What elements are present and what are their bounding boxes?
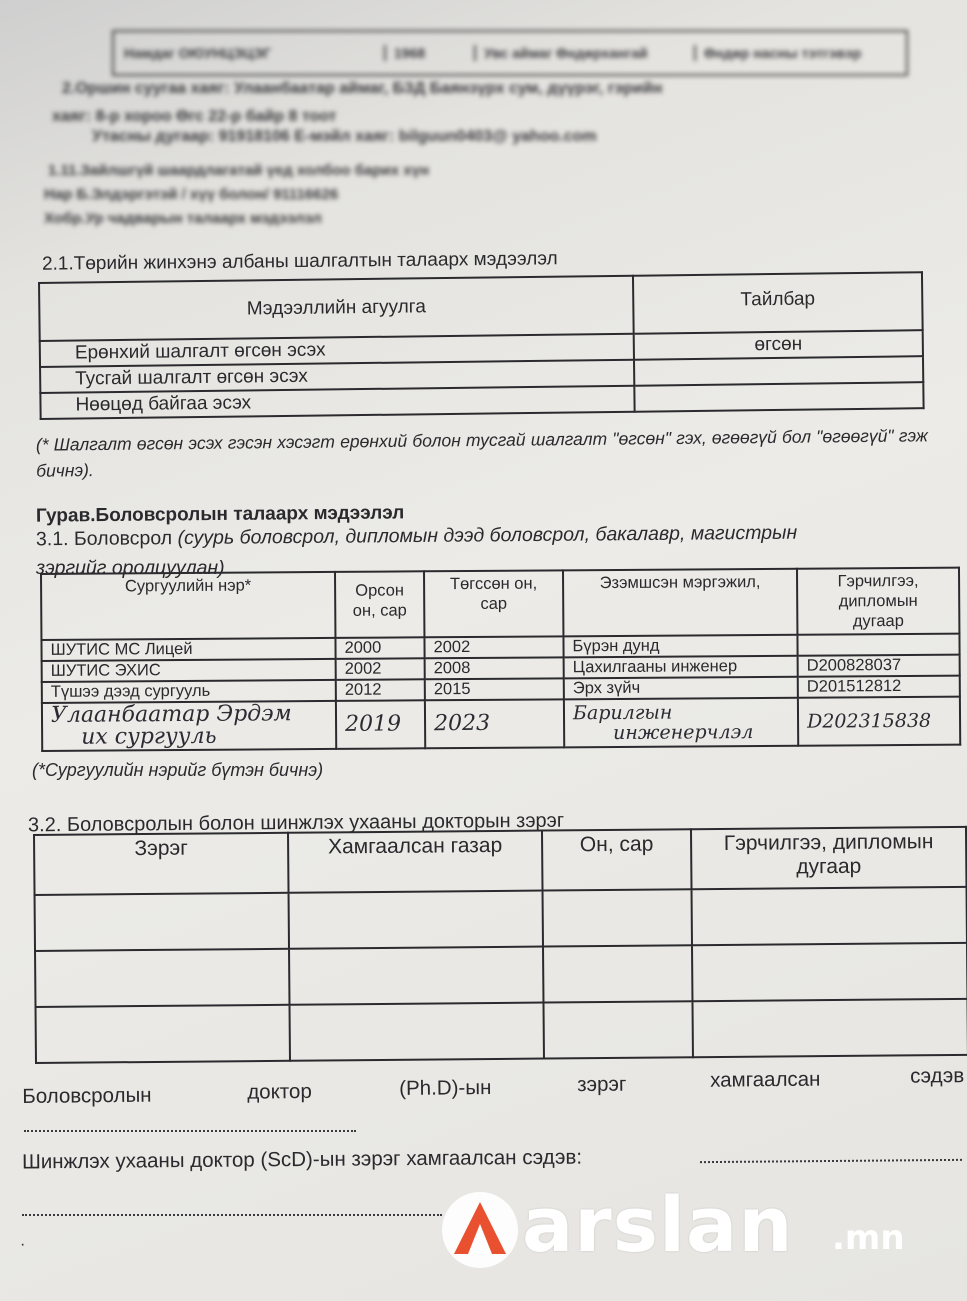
doc-cell (36, 1005, 290, 1063)
section-3-2-title: 3.2. Боловсролын болон шинжлэх ухааны докторын зэрэг (27, 809, 565, 837)
edu-school: ШУТИС МС Лицей (41, 638, 335, 661)
edu-major: Эрх зүйч (564, 677, 798, 700)
redacted-address2: хаяг: 8-р хороо Өгс 22-р байр 8 тоот (52, 108, 337, 125)
edu-school: Түшээ дээд сургууль (42, 680, 336, 703)
doc-cell (35, 893, 289, 951)
exam-row-label: Нөөцөд байгаа эсэх (40, 386, 634, 419)
exam-row-value: өгсөн (634, 330, 923, 360)
phd-word: (Ph.D)-ын (399, 1076, 492, 1100)
exam-info-table (38, 271, 925, 420)
edu-diploma: D201512812 (798, 676, 960, 698)
section-3-title: Гурав.Боловсролын талаарх мэдээлэл (35, 502, 405, 527)
edu-major: Цахилгааны инженер (564, 656, 798, 679)
edu-school: ШУТИС ЭХИС (42, 659, 336, 682)
edu-start: 2002 (336, 658, 425, 680)
edu-end: 2015 (425, 678, 564, 700)
section-3-1-title-cont: зэргийг оролцуулан) (36, 557, 225, 579)
edu-diploma (797, 634, 959, 656)
redacted-phone: Утасны дугаар: 91918106 Е-мэйл хаяг: bilguun0403@ yahoo.com (92, 128, 597, 145)
doc-header-diploma: Гэрчилгээ, дипломын дугаар (691, 827, 967, 889)
doc-cell (289, 947, 543, 1005)
redacted-year: 1968 (384, 45, 474, 61)
redacted-skills: Хобр.Ур чадварын талаарх мэдээлэл (44, 210, 322, 227)
doc-cell (543, 1001, 692, 1058)
doc-cell (543, 945, 692, 1002)
edu-header-major: Эзэмшсэн мэргэжил, (563, 569, 797, 637)
doc-cell (543, 889, 692, 946)
education-note: (*Сургуулийн нэрийг бүтэн бичнэ) (32, 760, 324, 780)
scd-topic-label: Шинжлэх ухааны доктор (ScD)-ын зэрэг хамгаалсан сэдэв: (21, 1145, 583, 1174)
redacted-occupation: Өндөр насны тэтгэвэр (694, 45, 861, 61)
edu-header-end: Төгссөн он, сар (424, 570, 563, 637)
edu-header-diploma: Гэрчилгээ, дипломын дугаар (797, 568, 959, 635)
exam-note-text: (* Шалгалт өгсөн эсэх гэсэн хэсэгт ерөнхий болон тусгай шалгалт "өгсөн" гэх, өгөөгүй бол "өгөөгүй" гэж бичнэ). (35, 425, 928, 481)
doc-cell (35, 949, 289, 1007)
redacted-emergency: 1.11.Зайлшгүй шаардлагатай үед холбоо барих хүн (48, 162, 430, 179)
section-3-1-description: (суурь боловсрол, дипломын дээд боловсрол, бакалавр, магистрын (177, 521, 798, 550)
doc-cell (289, 1003, 543, 1061)
phd-word: Боловсролын (22, 1083, 152, 1108)
exam-row-label: Тусгай шалгалт өгсөн эсэх (40, 360, 634, 393)
edu-start: 2012 (336, 679, 425, 701)
edu-major: Бүрэн дунд (563, 635, 797, 658)
scd-topic-dotted-line-2 (22, 1214, 442, 1216)
edu-end: 2002 (424, 636, 563, 658)
exam-header-note: Тайлбар (633, 272, 923, 334)
phd-topic-dotted-line (24, 1130, 356, 1132)
edu-start-handwritten: 2019 (336, 700, 425, 749)
exam-row-label: Ерөнхий шалгалт өгсөн эсэх (40, 334, 634, 367)
doc-cell (692, 887, 967, 945)
edu-header-school: Сургуулийн нэр* (41, 572, 335, 640)
edu-end: 2008 (425, 657, 564, 679)
edu-diploma-handwritten: D202315838 (798, 697, 960, 746)
dot-mark: · (20, 1236, 26, 1253)
doc-cell (692, 943, 967, 1001)
education-table (40, 567, 961, 752)
redacted-address: 2.Оршин суугаа хаяг: Улаанбаатар аймаг, БЗД Баянзүрх сум, дүүрэг, гэрийн (62, 80, 663, 97)
section-3-1-label: 3.1. Боловсрол (35, 527, 178, 551)
exam-row-value (634, 356, 923, 386)
phd-word: зэрэг (577, 1072, 627, 1097)
arslan-watermark-logo (440, 1180, 930, 1270)
redacted-relative: Нар Б.Элдэргэтэй / хүү болон/ 91116626 (44, 186, 339, 203)
redacted-name: Намдаг ОЮУНЦЭЦЭГ (124, 45, 272, 61)
phd-word: доктор (247, 1079, 312, 1104)
edu-diploma: D200828037 (798, 655, 960, 677)
arslan-logo-icon (440, 1190, 520, 1270)
doc-header-date: Он, сар (542, 829, 692, 890)
phd-word: сэдэв (910, 1064, 965, 1088)
edu-end-handwritten: 2023 (425, 699, 564, 748)
section-2-1-title: 2.1.Төрийн жинхэнэ албаны шалгалтын талаарх мэдээлэл (41, 248, 558, 275)
doc-header-place: Хамгаалсан газар (288, 831, 543, 893)
exam-note (36, 422, 928, 483)
redacted-birthplace: Увс аймаг Өндөрхангай (474, 45, 694, 61)
doc-cell (289, 891, 543, 949)
edu-major-handwritten: Барилгын инженерчлэл (564, 698, 798, 748)
doc-header-degree: Зэрэг (34, 833, 289, 895)
edu-header-start: Орсон он, сар (335, 571, 424, 638)
exam-row-value (634, 382, 923, 412)
exam-header-content: Мэдээллийн агуулга (39, 276, 634, 341)
doctorate-table (33, 826, 967, 1064)
phd-word: хамгаалсан (710, 1067, 821, 1092)
arslan-logo-suffix: .mn (832, 1218, 905, 1258)
edu-school-handwritten: Улаанбаатар Эрдэм их сургууль (42, 701, 336, 751)
doc-cell (692, 999, 967, 1057)
arslan-logo-text: arslan (522, 1180, 794, 1269)
edu-start: 2000 (335, 637, 424, 659)
